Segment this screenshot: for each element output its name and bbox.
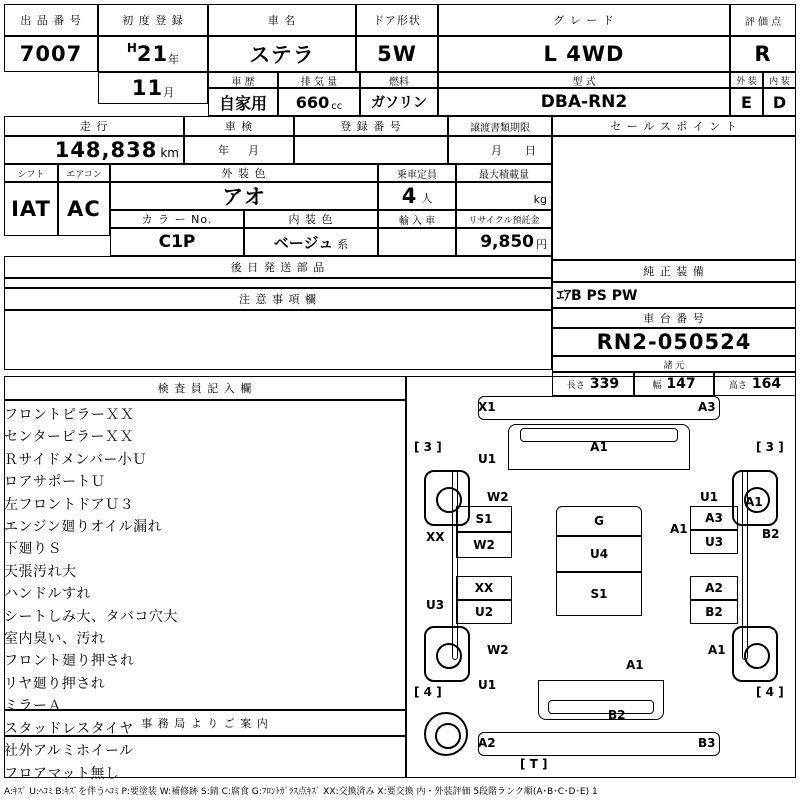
chassis-label-cell [552, 308, 796, 328]
rating-label-cell [730, 4, 796, 36]
max-load-unit: kg [533, 193, 547, 206]
legend-text: A:ｷｽﾞ U:ﾍｺﾐ B:ｷｽﾞを伴うﾍｺﾐ P:要塗装 W:補修跡 S:錆 C:腐食 G:ﾌﾛﾝﾄｶﾞﾗｽ点ｷｽﾞ XX:交換済み X:要交換 内・外装評価 5段階ランク順(A･B･C･D･E) 1 [4, 787, 598, 797]
inspector-title: 検 査 員 記 入 欄 [157, 382, 253, 395]
right-inner-a1: A1 [670, 522, 688, 536]
grade-value-cell [438, 36, 730, 72]
fuel-value: ガソリン [371, 95, 427, 111]
mileage-label: 走 行 [79, 120, 109, 133]
seating-value: 4 [401, 184, 418, 208]
lower-a1: A1 [626, 658, 644, 672]
floor-label: S1 [590, 587, 608, 601]
regno-label-cell [294, 116, 448, 136]
height-value: 164 [751, 376, 782, 392]
inspector-note-line: 下廻りＳ [4, 541, 62, 558]
roof-panel [556, 536, 642, 572]
later-parts-label: 後 日 発 送 部 品 [230, 261, 326, 274]
max-load-label-cell [456, 164, 552, 182]
inspector-note-line: 室内臭い、汚れ [4, 631, 106, 648]
exterior-color-label: 外 装 色 [221, 167, 267, 180]
inspector-note-line: ハンドルすれ [4, 586, 91, 603]
ac-label-cell [58, 164, 110, 182]
right-quarter-label: B2 [705, 605, 723, 619]
width-label: 幅 [652, 380, 662, 391]
sales-point-body [552, 136, 796, 260]
front-bumper-outline [478, 396, 720, 420]
first-reg-label: 初 度 登 録 [122, 14, 184, 27]
diagram-mark-front-left: X1 [478, 400, 496, 414]
mileage-unit: km [160, 146, 179, 160]
recycle-label-cell [456, 210, 552, 228]
recycle-value-cell [456, 228, 552, 256]
genuine-equip-label-cell [552, 260, 796, 282]
left-rear-door-label: XX [474, 581, 494, 595]
color-no-value: C1P [158, 232, 196, 252]
shift-value-cell [4, 182, 58, 236]
wheel-rear-right [732, 626, 778, 682]
diagram-mark-right-4: [ 4 ] [756, 685, 784, 699]
mileage-value-cell [4, 136, 184, 164]
chassis-value-cell [552, 328, 796, 356]
interior-grade-value: D [772, 92, 787, 112]
shaken-year-unit: 年 [218, 144, 230, 157]
door-label-cell [356, 4, 438, 36]
right-rear-door-label: A2 [705, 581, 723, 595]
first-reg-month: 11 [131, 76, 164, 100]
diagram-mark-right-3: [ 3 ] [756, 440, 784, 454]
color-no-value-cell [110, 228, 244, 256]
inspector-note-line: 社外アルミホイール [4, 743, 134, 760]
regno-value-cell [294, 136, 448, 164]
history-value: 自家用 [218, 93, 267, 113]
lot-number-label-cell [4, 4, 98, 36]
exterior-grade-label-cell [730, 72, 763, 88]
hood-label: A1 [590, 440, 608, 454]
diagram-mark-left-3: [ 3 ] [414, 440, 442, 454]
door-label: ドア形状 [373, 14, 421, 27]
cowl-label: G [594, 514, 604, 528]
inspector-title-cell [4, 376, 406, 400]
inspector-note-line: フロント廻り押され [4, 653, 135, 670]
first-reg-month-unit: 月 [163, 86, 175, 99]
exterior-grade-value: E [741, 92, 752, 112]
right-lower-a1: A1 [708, 643, 726, 657]
inspector-note-line: 天張汚れ大 [4, 563, 77, 580]
grade-label: グ レ ー ド [553, 14, 615, 27]
exterior-color-value-cell [110, 182, 378, 210]
shaken-value-cell [184, 136, 294, 164]
shaken-month-unit: 月 [248, 144, 260, 157]
first-reg-year: 21 [136, 42, 169, 66]
diagram-mark-left-4: [ 4 ] [414, 685, 442, 699]
spare-wheel [424, 712, 468, 756]
interior-color-value: ベージュ [273, 233, 334, 252]
fuel-label: 燃料 [389, 76, 409, 88]
inspector-note-line: 左フロントドアＵ３ [4, 496, 135, 513]
displacement-value: 660 [295, 92, 330, 112]
import-value-cell [378, 228, 456, 256]
genuine-equip-value: ｴｱB PS PW [557, 288, 638, 304]
lot-number-value: 7007 [19, 42, 83, 66]
wheel-front-right [732, 470, 778, 526]
inspector-note-line: スタッドレスタイヤ [4, 720, 134, 737]
seating-unit: 人 [421, 192, 433, 205]
inspector-note-line: フロントピラーＸＸ [4, 407, 135, 423]
diagram-mark-front-right: A3 [698, 400, 716, 414]
genuine-equip-value-cell [552, 282, 796, 308]
shaken-label: 車 検 [224, 120, 254, 133]
import-label-cell [378, 210, 456, 228]
exterior-color-value: アオ [222, 185, 266, 209]
dimensions-label-cell [552, 356, 796, 372]
first-reg-year-unit: 年 [168, 53, 180, 66]
left-quarter-label: U2 [474, 605, 494, 619]
exterior-grade-label: 外 装 [736, 76, 757, 87]
ac-value: AC [67, 197, 101, 221]
floor-panel [556, 572, 642, 616]
rear-bumper-outline [478, 732, 720, 756]
diagram-mark-rear-right: B3 [698, 736, 716, 750]
wheel-front-left [424, 470, 470, 526]
lower-b2: B2 [608, 708, 626, 722]
car-name-label: 車 名 [267, 14, 297, 27]
notes-label-cell [4, 288, 552, 310]
left-outer-xx: XX [426, 530, 445, 544]
sales-point-label-cell [552, 116, 796, 136]
rating-value: R [754, 42, 772, 66]
inspector-note-line: ロアサポートＵ [4, 474, 106, 491]
exterior-grade-value-cell [730, 88, 763, 116]
cowl-panel [556, 506, 642, 536]
right-front-fender-label: A3 [705, 511, 723, 525]
car-name-value-cell [208, 36, 356, 72]
shaken-label-cell [184, 116, 294, 136]
left-quarter-panel [456, 600, 512, 624]
office-notice-body [4, 736, 406, 778]
fuel-label-cell [360, 72, 438, 88]
exterior-color-label-cell [110, 164, 378, 182]
seating-value-cell [378, 182, 456, 210]
max-load-value-cell [456, 182, 552, 210]
transfer-deadline-value-cell [448, 136, 552, 164]
first-reg-value-cell [98, 36, 208, 72]
door-value: 5W [377, 42, 417, 66]
interior-grade-label: 内 装 [769, 76, 790, 87]
model-code-value-cell [438, 88, 730, 116]
inspector-note-line: Ｒサイドメンバー小Ｕ [4, 451, 147, 468]
model-code-label: 型 式 [572, 76, 596, 88]
model-code-value: DBA-RN2 [540, 92, 628, 112]
right-front-fender-panel [690, 506, 738, 530]
dimensions-label: 諸 元 [663, 360, 685, 371]
first-reg-month-cell [98, 72, 208, 104]
history-value-cell [208, 88, 278, 116]
transfer-deadline-label-cell [448, 116, 552, 136]
displacement-label: 排 気 量 [300, 76, 338, 88]
sales-point-label: セ ー ル ス ポ イ ン ト [610, 120, 738, 133]
interior-color-value-cell [244, 228, 378, 256]
interior-grade-value-cell [763, 88, 796, 116]
history-label-cell [208, 72, 278, 88]
left-u1-top: U1 [478, 452, 497, 466]
color-no-label-cell [110, 210, 244, 228]
inspector-note-line: センターピラーＸＸ [4, 429, 134, 446]
left-front-fender-label: S1 [475, 512, 493, 526]
left-w2-bot: W2 [487, 643, 509, 657]
shift-label-cell [4, 164, 58, 182]
history-label: 車 歴 [231, 76, 255, 88]
office-notice-label-cell [4, 710, 406, 736]
first-reg-label-cell [98, 4, 208, 36]
roof-label: U4 [589, 547, 609, 561]
windshield-outline [520, 428, 678, 442]
color-no-label: カ ラ ー No. [141, 213, 213, 226]
displacement-unit: cc [331, 101, 343, 112]
notes-body [4, 310, 552, 370]
rating-value-cell [730, 36, 796, 72]
right-outer-a1: A1 [745, 495, 763, 509]
diagram-mark-rear-left: A2 [478, 736, 496, 750]
regno-label: 登 録 番 号 [340, 120, 402, 133]
chassis-label: 車 台 番 号 [643, 312, 705, 325]
displacement-label-cell [278, 72, 360, 88]
notes-label: 注 意 事 項 欄 [239, 293, 317, 306]
left-u1-bot: U1 [478, 678, 497, 692]
fuel-value-cell [360, 88, 438, 116]
inspector-note-line: シートしみ大、タバコ穴大 [4, 608, 178, 625]
interior-color-suffix: 系 [337, 238, 349, 251]
left-rear-door-panel [456, 576, 512, 600]
seating-label-cell [378, 164, 456, 182]
right-u1-top: U1 [700, 490, 719, 504]
seating-label: 乗車定員 [397, 169, 437, 181]
rear-window-outline [548, 700, 654, 714]
mileage-value: 148,838 [54, 138, 158, 162]
lot-number-value-cell [4, 36, 98, 72]
transfer-month-unit: 月 [491, 144, 503, 157]
length-label: 長さ [566, 380, 585, 391]
ac-value-cell [58, 182, 110, 236]
left-front-door-panel [456, 532, 512, 558]
diagram-mark-bottom-t: [ T ] [520, 757, 548, 771]
left-w2-top: W2 [487, 490, 509, 504]
length-value: 339 [589, 376, 620, 392]
wheel-rear-left [424, 626, 470, 682]
recycle-value: 9,850 [480, 232, 534, 252]
transfer-deadline-label: 譲渡書類期限 [470, 122, 530, 134]
grade-label-cell [438, 4, 730, 36]
door-value-cell [356, 36, 438, 72]
mileage-label-cell [4, 116, 184, 136]
car-name-label-cell [208, 4, 356, 36]
right-front-door-label: U3 [704, 535, 724, 549]
rating-label: 評 価 点 [744, 16, 782, 28]
later-parts-body [4, 278, 552, 288]
import-label: 輸 入 車 [398, 215, 436, 227]
interior-color-label-cell [244, 210, 378, 228]
right-rear-door-panel [690, 576, 738, 600]
right-front-door-panel [690, 530, 738, 554]
inspector-note-line: リヤ廻り押され [4, 675, 106, 692]
shift-value: IAT [11, 197, 51, 221]
inspector-note-line: エンジン廻りオイル漏れ [4, 519, 163, 536]
grade-value: L 4WD [543, 42, 625, 66]
lot-number-label: 出 品 番 号 [20, 14, 82, 27]
genuine-equip-label: 純 正 装 備 [643, 265, 705, 278]
shift-label: シフト [17, 169, 45, 180]
left-front-door-label: W2 [473, 538, 495, 552]
max-load-label: 最大積載量 [479, 169, 529, 181]
chassis-value: RN2-050524 [596, 330, 752, 354]
interior-grade-label-cell [763, 72, 796, 88]
right-quarter-panel [690, 600, 738, 624]
left-outer-u3: U3 [426, 598, 445, 612]
width-value: 147 [666, 376, 696, 392]
car-name-value: ステラ [249, 43, 315, 67]
recycle-label: リサイクル預託金 [468, 215, 540, 226]
recycle-unit: 円 [536, 238, 547, 251]
first-reg-era: H [126, 41, 137, 55]
later-parts-label-cell [4, 256, 552, 278]
displacement-value-cell [278, 88, 360, 116]
model-code-label-cell [438, 72, 730, 88]
interior-color-label: 内 装 色 [288, 213, 334, 226]
office-notice-label: 事 務 局 よ り ご 案 内 [141, 717, 269, 730]
ac-label: エアコン [66, 169, 102, 180]
transfer-day-unit: 日 [525, 144, 537, 157]
right-outer-b2: B2 [762, 527, 780, 541]
inspector-note-line: ミラーＡ [4, 698, 62, 715]
height-label: 高さ [728, 380, 747, 391]
inspector-note-line: フロアマット無し [4, 765, 120, 782]
